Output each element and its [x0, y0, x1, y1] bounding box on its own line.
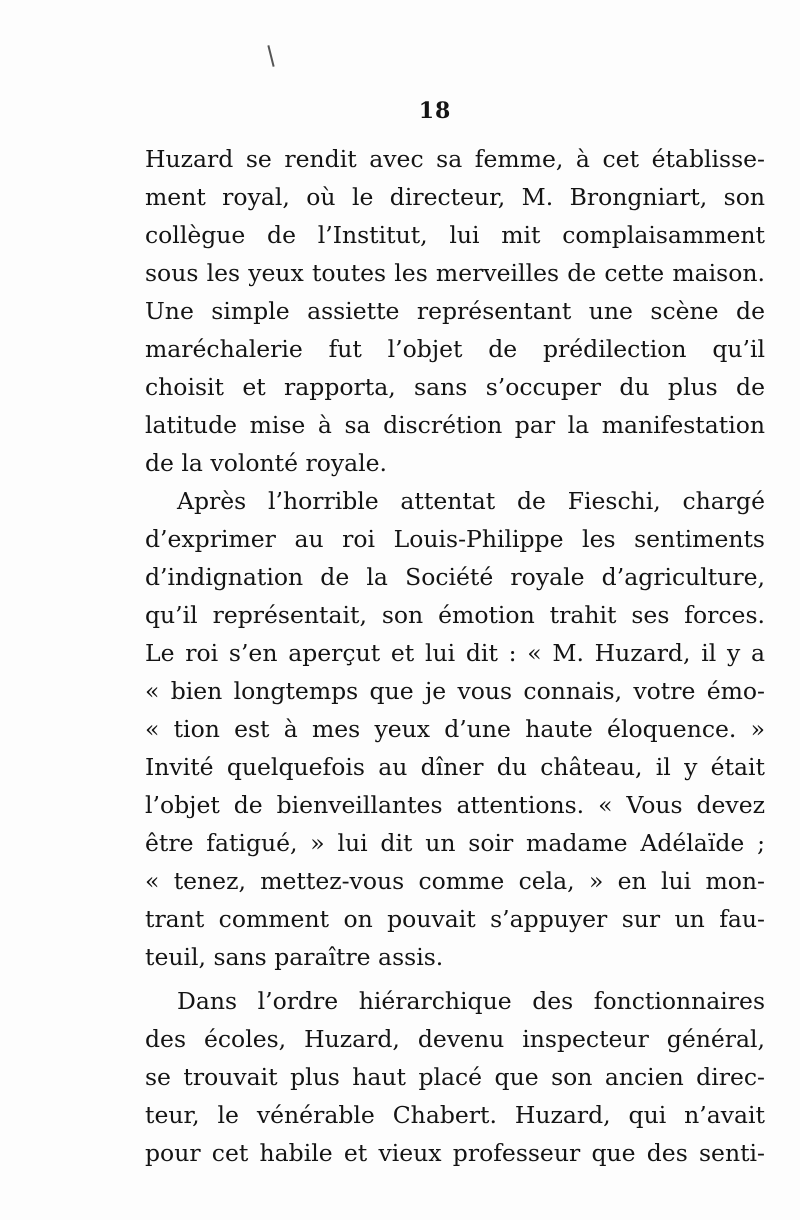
text-line: pour cet habile et vieux professeur que des senti-	[145, 1139, 765, 1167]
text-line: des écoles, Huzard, devenu inspecteur général,	[145, 1025, 765, 1053]
text-line: Dans l’ordre hiérarchique des fonctionnaires	[177, 987, 765, 1015]
text-line: qu’il représentait, son émotion trahit ses forces.	[145, 601, 765, 629]
text-line: collègue de l’Institut, lui mit complaisamment	[145, 221, 765, 249]
text-line: choisit et rapporta, sans s’occuper du plus de	[145, 373, 765, 401]
text-line: trant comment on pouvait s’appuyer sur un fau-	[145, 905, 765, 933]
text-line: Une simple assiette représentant une scène de	[145, 297, 765, 325]
text-line: l’objet de bienveillantes attentions. « Vous devez	[145, 791, 765, 819]
text-line: être fatigué, » lui dit un soir madame Adélaïde ;	[145, 829, 765, 857]
text-line: teuil, sans paraître assis.	[145, 943, 444, 971]
text-line: Invité quelquefois au dîner du château, il y était	[145, 753, 765, 781]
text-line: Après l’horrible attentat de Fieschi, chargé	[177, 487, 765, 515]
text-line: « tenez, mettez-vous comme cela, » en lui mon-	[145, 867, 765, 895]
text-line: Huzard se rendit avec sa femme, à cet établisse-	[145, 145, 765, 173]
text-line: se trouvait plus haut placé que son ancien direc-	[145, 1063, 765, 1091]
text-line: sous les yeux toutes les merveilles de cette maison.	[145, 259, 765, 287]
text-line: d’indignation de la Société royale d’agriculture,	[145, 563, 765, 591]
text-line: latitude mise à sa discrétion par la manifestation	[145, 411, 765, 439]
text-line: maréchalerie fut l’objet de prédilection qu’il	[145, 335, 765, 363]
text-line: ment royal, où le directeur, M. Brongniart, son	[145, 183, 765, 211]
text-line: d’exprimer au roi Louis-Philippe les sentiments	[145, 525, 765, 553]
text-line: de la volonté royale.	[145, 449, 388, 477]
text-line: « tion est à mes yeux d’une haute éloquence. »	[145, 715, 765, 743]
page-number: 18	[418, 98, 452, 124]
text-line: teur, le vénérable Chabert. Huzard, qui n’avait	[145, 1101, 765, 1129]
text-line: « bien longtemps que je vous connais, votre émo-	[145, 677, 765, 705]
stray-mark	[267, 45, 274, 67]
text-line: Le roi s’en aperçut et lui dit : « M. Huzard, il y a	[145, 639, 765, 667]
